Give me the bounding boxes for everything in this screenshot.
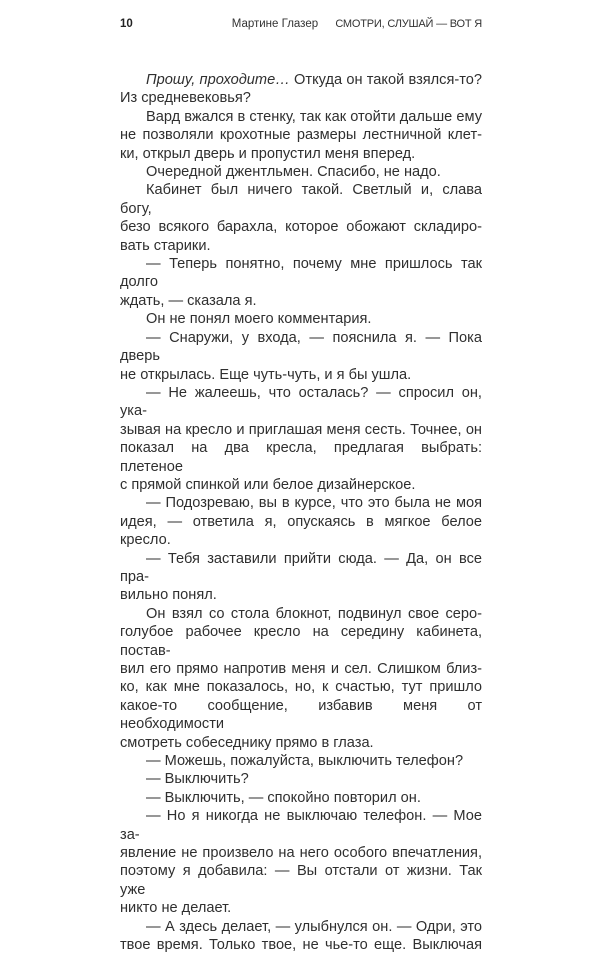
text-line (120, 586, 482, 604)
paragraph (120, 807, 482, 917)
paragraph (120, 789, 482, 807)
line-text: идея, — ответила я, опускаясь в мягкое белое кресло. (120, 513, 482, 549)
text-line (120, 697, 482, 734)
text-line (120, 789, 482, 807)
running-head (232, 18, 482, 30)
paragraph (120, 255, 482, 310)
text-line (120, 623, 482, 660)
text-line (120, 734, 482, 752)
text-line (120, 770, 482, 788)
running-author: Мартине Глазер (231, 18, 319, 30)
line-text: Из средневековья? (120, 90, 251, 107)
line-text: — Подозреваю, вы в курсе, что это была не моя (146, 495, 482, 512)
paragraph (120, 752, 482, 770)
line-text: показал на два кресла, предлагая выбрать: плетеное (120, 440, 482, 475)
line-text: явление не произвело на него особого впечатления, (120, 845, 482, 862)
line-text: — Не жалеешь, что осталась? — спросил он, ука- (120, 384, 482, 420)
text-line (120, 255, 482, 292)
text-line (120, 862, 482, 899)
text-line (120, 292, 482, 310)
running-header (120, 18, 482, 34)
paragraph (120, 384, 482, 494)
line-text: твое время. Только твое, не чье-то еще. Выключая (120, 937, 482, 954)
text-line (120, 844, 482, 862)
line-text: Он взял со стола блокнот, подвинул свое серо- (146, 605, 482, 622)
text-line (120, 89, 482, 107)
paragraph (120, 494, 482, 549)
text-line (120, 678, 482, 696)
line-text: Очередной джентльмен. Спасибо, не надо. (146, 164, 441, 181)
text-line (120, 71, 482, 89)
running-title: СМОТРИ, СЛУШАЙ — ВОТ Я (335, 18, 482, 30)
text-line (120, 366, 482, 384)
paragraph (120, 770, 482, 788)
text-line (120, 163, 482, 181)
paragraph (120, 71, 482, 108)
text-line (120, 752, 482, 770)
line-text: — А здесь делает, — улыбнулся он. — Одри, это (146, 918, 482, 935)
text-line (120, 145, 482, 163)
paragraph (120, 163, 482, 181)
text-line (120, 476, 482, 494)
text-line (120, 899, 482, 917)
line-text: — Но я никогда не выключаю телефон. — Мое за- (120, 808, 482, 843)
line-text: поэтому я добавила: — Вы отстали от жизни. Так уже (120, 863, 482, 898)
line-text: смотреть собеседнику прямо в глаза. (120, 734, 374, 751)
text-line (120, 439, 482, 476)
text-line (120, 513, 482, 550)
text-line (120, 421, 482, 439)
text-line (120, 126, 482, 144)
line-text: ко, как мне показалось, но, к счастью, тут пришло (120, 679, 482, 696)
line-text: голубое рабочее кресло на середину кабинета, постав- (120, 624, 482, 659)
text-line (120, 384, 482, 421)
text-line (120, 918, 482, 936)
line-text: Он не понял моего комментария. (146, 311, 372, 328)
text-line (120, 936, 482, 954)
text-line (120, 660, 482, 678)
line-text: — Снаружи, у входа, — пояснила я. — Пока дверь (120, 329, 482, 365)
line-text: — Выключить? (146, 771, 249, 788)
line-text: какое-то сообщение, избавив меня от необходимости (120, 697, 482, 733)
line-text: — Выключить, — спокойно повторил он. (146, 789, 421, 806)
line-text: Вард вжался в стенку, так как отойти дальше ему (146, 108, 482, 125)
text-line (120, 550, 482, 587)
page-number: 10 (120, 18, 133, 30)
paragraph (120, 310, 482, 328)
text-line (120, 807, 482, 844)
text-line (120, 218, 482, 236)
text-line (120, 181, 482, 218)
line-text: ждать, — сказала я. (120, 292, 257, 309)
paragraph (120, 605, 482, 752)
line-text: Кабинет был ничего такой. Светлый и, слава богу, (120, 182, 482, 217)
line-text: — Тебя заставили прийти сюда. — Да, он все пра- (120, 550, 482, 585)
paragraph (120, 181, 482, 255)
line-text: вать старики. (120, 237, 211, 254)
text-line (120, 108, 482, 126)
paragraph (120, 550, 482, 605)
text-line (120, 310, 482, 328)
line-text: вильно понял. (120, 587, 217, 604)
paragraph (120, 108, 482, 163)
line-text: — Можешь, пожалуйста, выключить телефон? (146, 753, 464, 770)
line-text: зывая на кресло и приглашая меня сесть. Точнее, он (120, 421, 482, 438)
body-text (120, 71, 482, 955)
text-line (120, 329, 482, 366)
paragraph (120, 329, 482, 384)
line-text: никто не делает. (120, 900, 232, 917)
text-line (120, 237, 482, 255)
text-line (120, 494, 482, 512)
line-text: с прямой спинкой или белое дизайнерское. (120, 476, 416, 493)
line-text: — Теперь понятно, почему мне пришлось так долго (120, 256, 482, 291)
text-line (120, 605, 482, 623)
italic-text: Прошу, проходите… (146, 72, 290, 88)
paragraph (120, 918, 482, 955)
line-text: ки, открыл дверь и пропустил меня вперед. (120, 145, 416, 162)
line-text: Откуда он такой взялся-то? (289, 72, 482, 88)
line-text: безо всякого барахла, которое обожают складиро- (120, 219, 482, 236)
line-text: не открылась. Еще чуть-чуть, и я бы ушла. (120, 366, 412, 383)
line-text: не позволяли крохотные размеры лестничной клет- (120, 127, 482, 144)
line-text: вил его прямо напротив меня и сел. Слишком близ- (120, 661, 482, 677)
